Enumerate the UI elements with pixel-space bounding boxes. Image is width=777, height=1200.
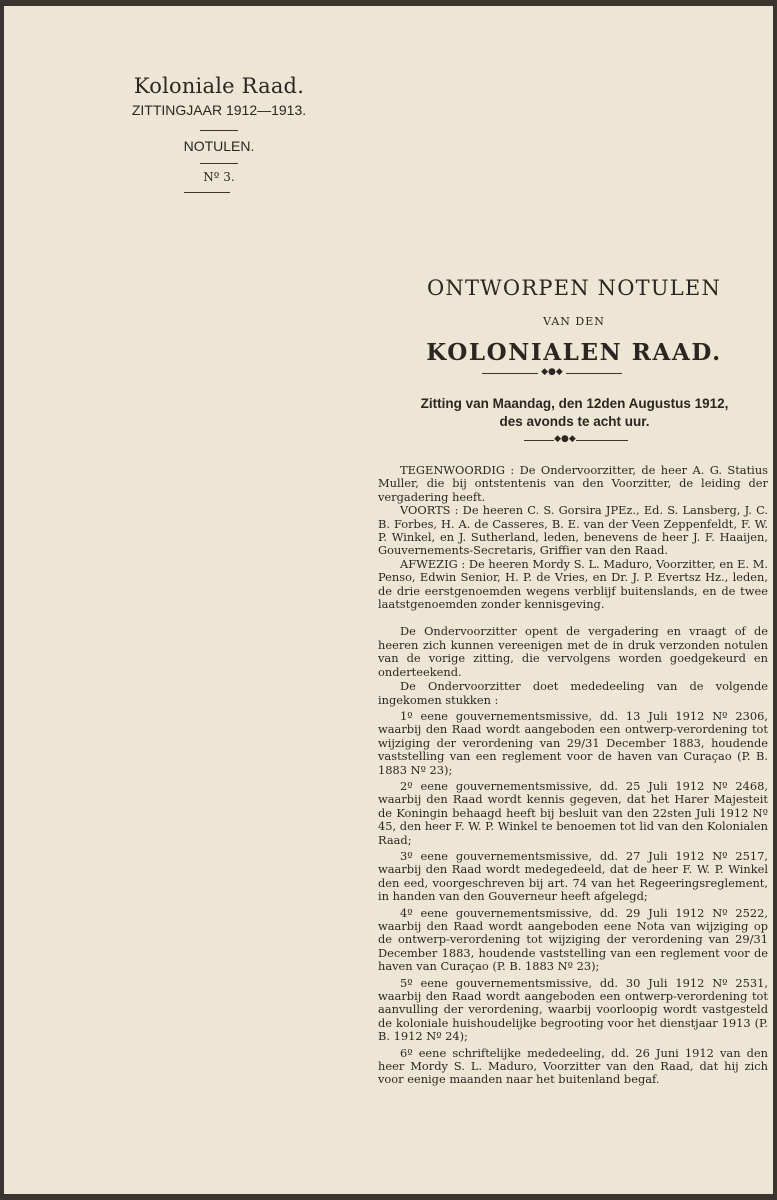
header-year: ZITTINGJAAR 1912—1913. <box>131 102 307 118</box>
attendance-also: VOORTS : De heeren C. S. Gorsira JPEz., Ed. S. Lansberg, J. C. B. Forbes, H. A. de Casseres, B. E. van der Veen Zeppenfeldt, F. W. P. Winkel, en J. Sutherland, leden, benevens de heer J. F. Haaijen, Gouvernements-Secretaris, Griffier van den Raad. <box>378 503 768 558</box>
attendance-absent: AFWEZIG : De heeren Mordy S. L. Maduro, Voorzitter, en E. M. Penso, Edwin Senior, H. P. de Vries, en Dr. J. P. Evertsz Hz., leden, de drie eerstgenoemden wegens verblijf buitenslands, en de twee laatstgenoemden zonder kennisgeving. <box>378 556 768 612</box>
ornament-rule <box>576 440 628 441</box>
ornament-icon: ◆●◆ <box>541 367 563 377</box>
list-item: 5º eene gouvernementsmissive, dd. 30 Juli 1912 Nº 2531, waarbij den Raad wordt aangeboden een ontwerp-verordening tot aanvulling der verordening, waarbij voorloopig wordt vastgesteld de koloniale huishoudelijke begrooting voor het dienstjaar 1913 (P. B. 1912 Nº 24); <box>378 975 768 1044</box>
sitting-line2: des avonds te acht uur. <box>499 414 650 429</box>
list-item: 6º eene schriftelijke mededeeling, dd. 26 Juni 1912 van den heer Mordy S. L. Maduro, Voorzitter van den Raad, dat hij zich voor eenige maanden naar het buitenland begaf. <box>378 1045 768 1087</box>
paragraph-opening: De Ondervoorzitter opent de vergadering en vraagt of de heeren zich kunnen vereenigen met de in druk verzonden notulen van de vorige zitting, die vervolgens worden goedgekeurd en onderteekend. <box>378 624 768 679</box>
attendance-present: TEGENWOORDIG : De Ondervoorzitter, de heer A. G. Statius Muller, die bij ontstentenis van den Voorzitter, de leiding der vergadering heeft. <box>378 463 768 504</box>
header-title: Koloniale Raad. <box>133 74 305 98</box>
header-rule <box>200 163 238 164</box>
document-page <box>4 6 773 1194</box>
list-item: 1º eene gouvernementsmissive, dd. 13 Juli 1912 Nº 2306, waarbij den Raad wordt aangeboden een ontwerp-verordening tot wijziging der verordening van 29/31 December 1883, houdende vaststelling van een reglement voor de haven van Curaçao (P. B. 1883 Nº 23); <box>378 708 768 777</box>
ornament-rule <box>566 373 622 374</box>
title-line2: VAN DEN <box>543 315 605 328</box>
list-item: 2º eene gouvernementsmissive, dd. 25 Juli 1912 Nº 2468, waarbij den Raad wordt kennis gegeven, dat het Harer Majesteit de Koningin behaagd heeft bij besluit van den 22sten Juli 1912 Nº 45, den heer F. W. P. Winkel te benoemen tot lid van den Kolonialen Raad; <box>378 778 768 847</box>
ornament-icon: ◆●◆ <box>554 434 576 444</box>
sitting-line1: Zitting van Maandag, den 12den Augustus 1912, <box>420 396 729 411</box>
title-line3: KOLONIALEN RAAD. <box>426 339 722 366</box>
minutes-body <box>378 464 768 1087</box>
ornament-rule <box>482 373 538 374</box>
sitting-heading <box>392 395 757 431</box>
header-number: Nº 3. <box>203 170 235 184</box>
list-item: 4º eene gouvernementsmissive, dd. 29 Juli 1912 Nº 2522, waarbij den Raad wordt aangeboden eene Nota van wijziging op de ontwerp-verordening tot wijziging der verordening van 29/31 December 1883, houdende vaststelling van een reglement voor de haven van Curaçao (P. B. 1883 Nº 23); <box>378 905 768 974</box>
header-rule <box>184 192 230 193</box>
ornament-rule <box>524 440 554 441</box>
title-line1: ONTWORPEN NOTULEN <box>426 276 722 300</box>
header-section: NOTULEN. <box>183 138 255 154</box>
paragraph-announcement: De Ondervoorzitter doet mededeeling van de volgende ingekomen stukken : <box>378 679 768 707</box>
header-rule <box>200 130 238 131</box>
list-item: 3º eene gouvernementsmissive, dd. 27 Juli 1912 Nº 2517, waarbij den Raad wordt medegedeeld, dat de heer F. W. P. Winkel den eed, voorgeschreven bij art. 74 van het Regeeringsreglement, in handen van den Gouverneur heeft afgelegd; <box>378 848 768 904</box>
